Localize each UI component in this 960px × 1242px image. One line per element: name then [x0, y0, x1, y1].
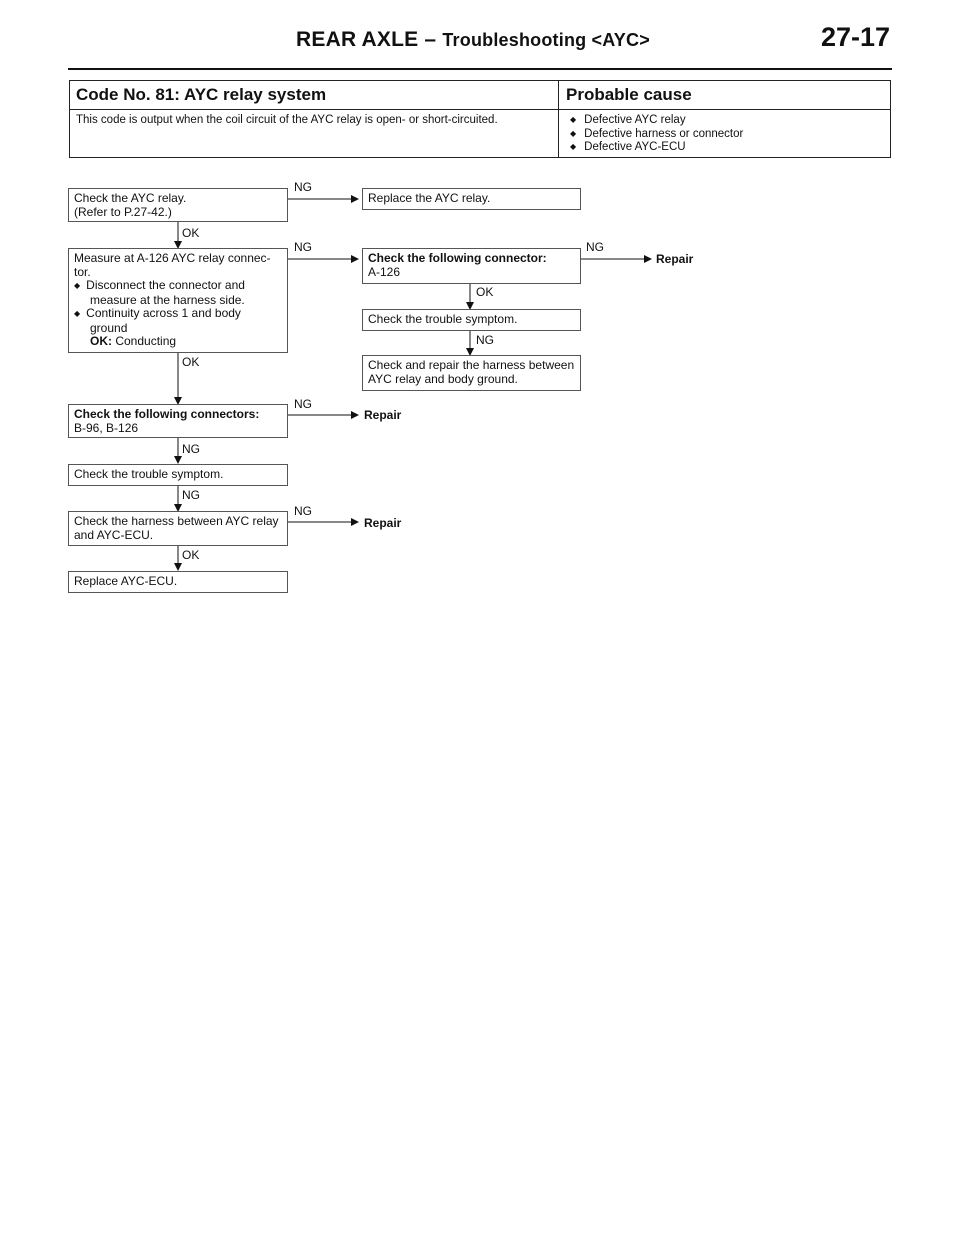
- step-text: Measure at A-126 AYC relay connec-: [74, 251, 271, 265]
- cause-item: ◆ Defective harness or connector: [570, 128, 743, 142]
- step-measure-connector: [68, 248, 288, 353]
- probable-cause-header: Probable cause: [566, 85, 692, 104]
- step-text: Check the harness between AYC relay: [74, 514, 279, 528]
- ok-criterion-label: OK:: [90, 334, 112, 348]
- repair-label: Repair: [656, 252, 694, 266]
- step-check-trouble-symptom: Check the trouble symptom.: [68, 464, 288, 486]
- ng-label: NG: [586, 240, 604, 254]
- step-title: Check the following connector:: [368, 251, 547, 265]
- ok-label: OK: [476, 285, 494, 299]
- step-text: (Refer to P.27-42.): [74, 204, 172, 219]
- code-header: Code No. 81: AYC relay system: [76, 85, 327, 104]
- step-text: Check the AYC relay.: [74, 191, 187, 205]
- title-dash: –: [424, 28, 437, 51]
- step-title: Check the following connectors:: [74, 407, 260, 421]
- cause-item: ◆ Defective AYC relay: [570, 114, 743, 128]
- repair-label: Repair: [364, 408, 402, 422]
- step-check-connector-a126: [362, 248, 581, 284]
- ok-criterion: [74, 335, 282, 349]
- step-bullet: ◆ Continuity across 1 and body: [74, 307, 282, 322]
- code-description: This code is output when the coil circuit of the AYC relay is open- or short-circuited.: [76, 114, 498, 126]
- ng-label: NG: [182, 488, 200, 502]
- step-text: AYC relay and body ground.: [368, 371, 518, 386]
- ng-label: NG: [476, 333, 494, 347]
- step-bullet: ◆ Disconnect the connector and: [74, 279, 282, 294]
- step-text: ground: [90, 320, 128, 335]
- ok-label: OK: [182, 226, 200, 240]
- section-title: REAR AXLE: [296, 28, 419, 51]
- ng-label: NG: [182, 442, 200, 456]
- cause-item: ◆ Defective AYC-ECU: [570, 141, 743, 155]
- step-text: tor.: [74, 264, 91, 279]
- step-check-harness-ecu: [68, 511, 288, 546]
- ng-label: NG: [294, 180, 312, 194]
- step-replace-ecu: Replace AYC-ECU.: [68, 571, 288, 593]
- ng-label: NG: [294, 240, 312, 254]
- step-check-trouble-symptom: Check the trouble symptom.: [362, 309, 581, 331]
- step-text: A-126: [368, 264, 401, 279]
- repair-label: Repair: [364, 516, 402, 530]
- step-replace-relay: Replace the AYC relay.: [362, 188, 581, 210]
- ok-label: OK: [182, 548, 200, 562]
- ng-label: NG: [294, 504, 312, 518]
- ok-criterion-value: Conducting: [115, 334, 177, 348]
- step-check-connectors-b96: [68, 404, 288, 438]
- step-text: Check and repair the harness between: [368, 358, 575, 372]
- step-text: and AYC-ECU.: [74, 527, 154, 542]
- step-text: B-96, B-126: [74, 420, 139, 435]
- section-subtitle: Troubleshooting <AYC>: [442, 30, 650, 50]
- step-text: measure at the harness side.: [90, 292, 245, 307]
- page-number: 27-17: [820, 22, 890, 52]
- step-repair-harness: [362, 355, 581, 391]
- ok-label: OK: [182, 355, 200, 369]
- step-check-relay: [68, 188, 288, 222]
- ng-label: NG: [294, 397, 312, 411]
